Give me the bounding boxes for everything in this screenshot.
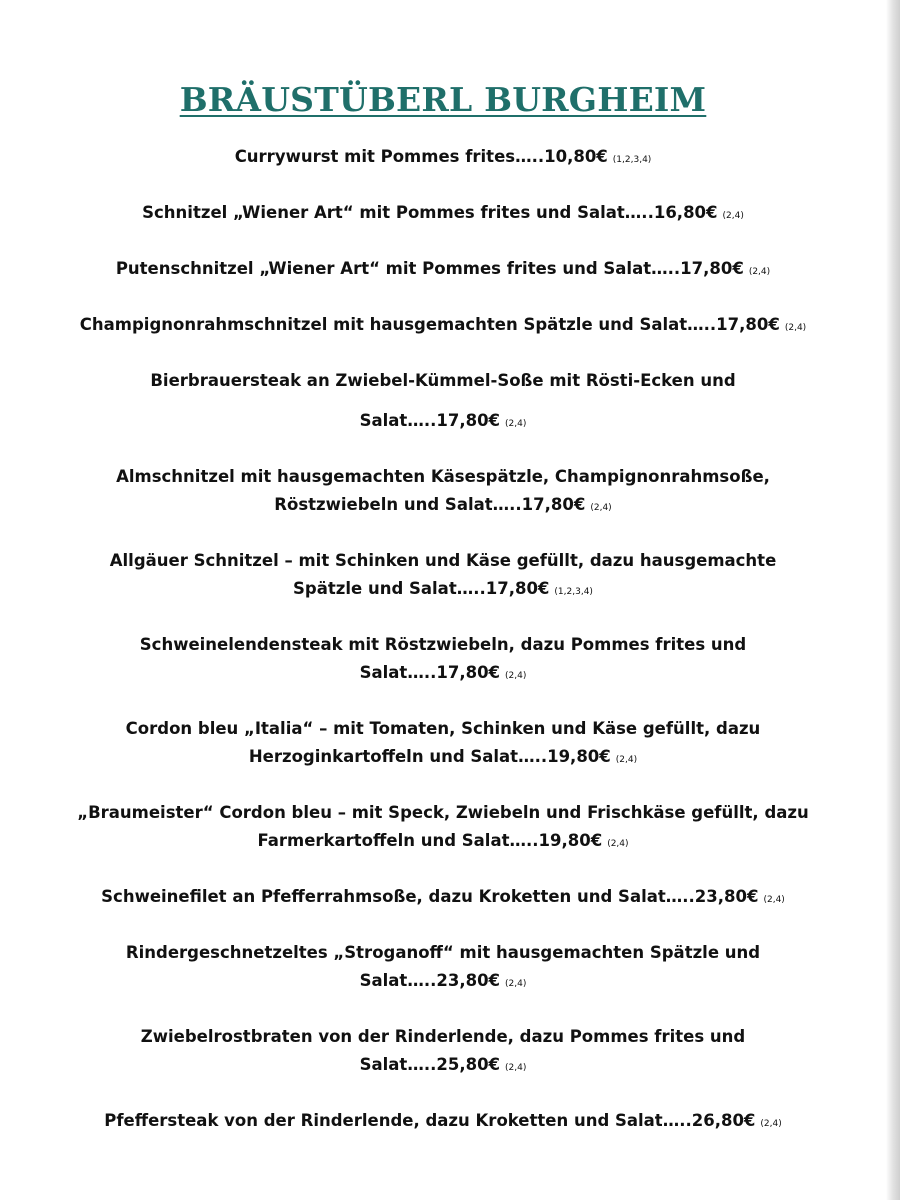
menu-item-text: Schweinelendensteak mit Röstzwiebeln, dazu Pommes frites und bbox=[139, 635, 747, 654]
allergen-codes: (2,4) bbox=[590, 503, 612, 513]
menu-item-text: Spätzle und Salat…..17,80€ bbox=[293, 579, 550, 598]
menu-item-text: Almschnitzel mit hausgemachten Käsespätzle, Champignonrahmsoße, bbox=[116, 467, 770, 486]
menu-item-text: Salat…..23,80€ bbox=[359, 971, 501, 990]
allergen-codes: (2,4) bbox=[760, 1119, 782, 1129]
menu-item bbox=[20, 463, 866, 522]
menu-item-text: Herzoginkartoffeln und Salat…..19,80€ bbox=[248, 747, 611, 766]
menu-item-text: Farmerkartoffeln und Salat…..19,80€ bbox=[257, 831, 603, 850]
menu-item bbox=[20, 255, 866, 286]
page-edge-shadow bbox=[886, 0, 900, 1200]
menu-item-line bbox=[20, 939, 866, 967]
allergen-codes: (2,4) bbox=[505, 671, 527, 681]
menu-item-line bbox=[20, 491, 866, 522]
menu-item-text: Röstzwiebeln und Salat…..17,80€ bbox=[274, 495, 586, 514]
menu-list bbox=[0, 143, 886, 1138]
menu-item-line bbox=[20, 199, 866, 230]
menu-title: BRÄUSTÜBERL BURGHEIM bbox=[179, 80, 707, 119]
menu-item-text: „Braumeister“ Cordon bleu – mit Speck, Zwiebeln und Frischkäse gefüllt, dazu bbox=[77, 803, 809, 822]
allergen-codes: (2,4) bbox=[784, 323, 807, 333]
menu-item-text: Schnitzel „Wiener Art“ mit Pommes frites und Salat…..16,80€ bbox=[142, 203, 718, 222]
menu-item-line bbox=[20, 799, 866, 827]
menu-item-line bbox=[20, 659, 866, 690]
menu-item-line bbox=[20, 1107, 866, 1138]
menu-item bbox=[20, 631, 866, 690]
allergen-codes: (2,4) bbox=[505, 979, 527, 989]
menu-item-text: Allgäuer Schnitzel – mit Schinken und Käse gefüllt, dazu hausgemachte bbox=[109, 551, 777, 570]
menu-item-line bbox=[20, 1051, 866, 1082]
menu-item bbox=[20, 883, 866, 914]
menu-item-line bbox=[20, 715, 866, 743]
allergen-codes: (2,4) bbox=[505, 419, 527, 429]
menu-item bbox=[20, 143, 866, 174]
menu-item-text: Pfeffersteak von der Rinderlende, dazu Kroketten und Salat…..26,80€ bbox=[104, 1111, 756, 1130]
menu-item-line bbox=[20, 883, 866, 914]
menu-item-text: Champignonrahmschnitzel mit hausgemachten Spätzle und Salat…..17,80€ bbox=[79, 315, 780, 334]
menu-item-line bbox=[20, 311, 866, 342]
allergen-codes: (2,4) bbox=[748, 267, 771, 277]
allergen-codes: (2,4) bbox=[763, 895, 785, 905]
menu-item-line bbox=[20, 463, 866, 491]
menu-item-line bbox=[20, 547, 866, 575]
menu-item bbox=[20, 715, 866, 774]
allergen-codes: (1,2,3,4) bbox=[612, 155, 652, 165]
menu-item-line bbox=[20, 367, 866, 395]
menu-item-text: Putenschnitzel „Wiener Art“ mit Pommes frites und Salat…..17,80€ bbox=[115, 259, 744, 278]
menu-item bbox=[20, 939, 866, 998]
menu-item-text: Zwiebelrostbraten von der Rinderlende, dazu Pommes frites und bbox=[140, 1027, 746, 1046]
menu-item bbox=[20, 547, 866, 606]
menu-item bbox=[20, 311, 866, 342]
menu-item-line bbox=[20, 827, 866, 858]
menu-item-line bbox=[20, 743, 866, 774]
allergen-codes: (2,4) bbox=[505, 1063, 527, 1073]
allergen-codes: (2,4) bbox=[722, 211, 744, 221]
menu-item-text: Currywurst mit Pommes frites…..10,80€ bbox=[234, 147, 608, 166]
menu-item bbox=[20, 199, 866, 230]
menu-item-line bbox=[20, 1023, 866, 1051]
allergen-codes: (2,4) bbox=[615, 755, 638, 765]
menu-item-text: Bierbrauersteak an Zwiebel-Kümmel-Soße mit Rösti-Ecken und bbox=[150, 371, 736, 390]
menu-item bbox=[20, 367, 866, 438]
menu-item-line bbox=[20, 575, 866, 606]
menu-item bbox=[20, 1023, 866, 1082]
menu-item-line bbox=[20, 967, 866, 998]
menu-item-text: Rindergeschnetzeltes „Stroganoff“ mit hausgemachten Spätzle und bbox=[125, 943, 761, 962]
menu-item-line bbox=[20, 255, 866, 286]
menu-item bbox=[20, 1107, 866, 1138]
menu-item-line bbox=[20, 143, 866, 174]
menu-item-line bbox=[20, 631, 866, 659]
menu-item-line bbox=[20, 407, 866, 438]
menu-item-text: Cordon bleu „Italia“ – mit Tomaten, Schinken und Käse gefüllt, dazu bbox=[125, 719, 761, 738]
menu-item-text: Schweinefilet an Pfefferrahmsoße, dazu Kroketten und Salat…..23,80€ bbox=[101, 887, 759, 906]
allergen-codes: (2,4) bbox=[607, 839, 629, 849]
allergen-codes: (1,2,3,4) bbox=[554, 587, 593, 597]
menu-item-text: Salat…..25,80€ bbox=[359, 1055, 501, 1074]
menu-item-text: Salat…..17,80€ bbox=[359, 411, 501, 430]
menu-item bbox=[20, 799, 866, 858]
menu-item-text: Salat…..17,80€ bbox=[359, 663, 501, 682]
